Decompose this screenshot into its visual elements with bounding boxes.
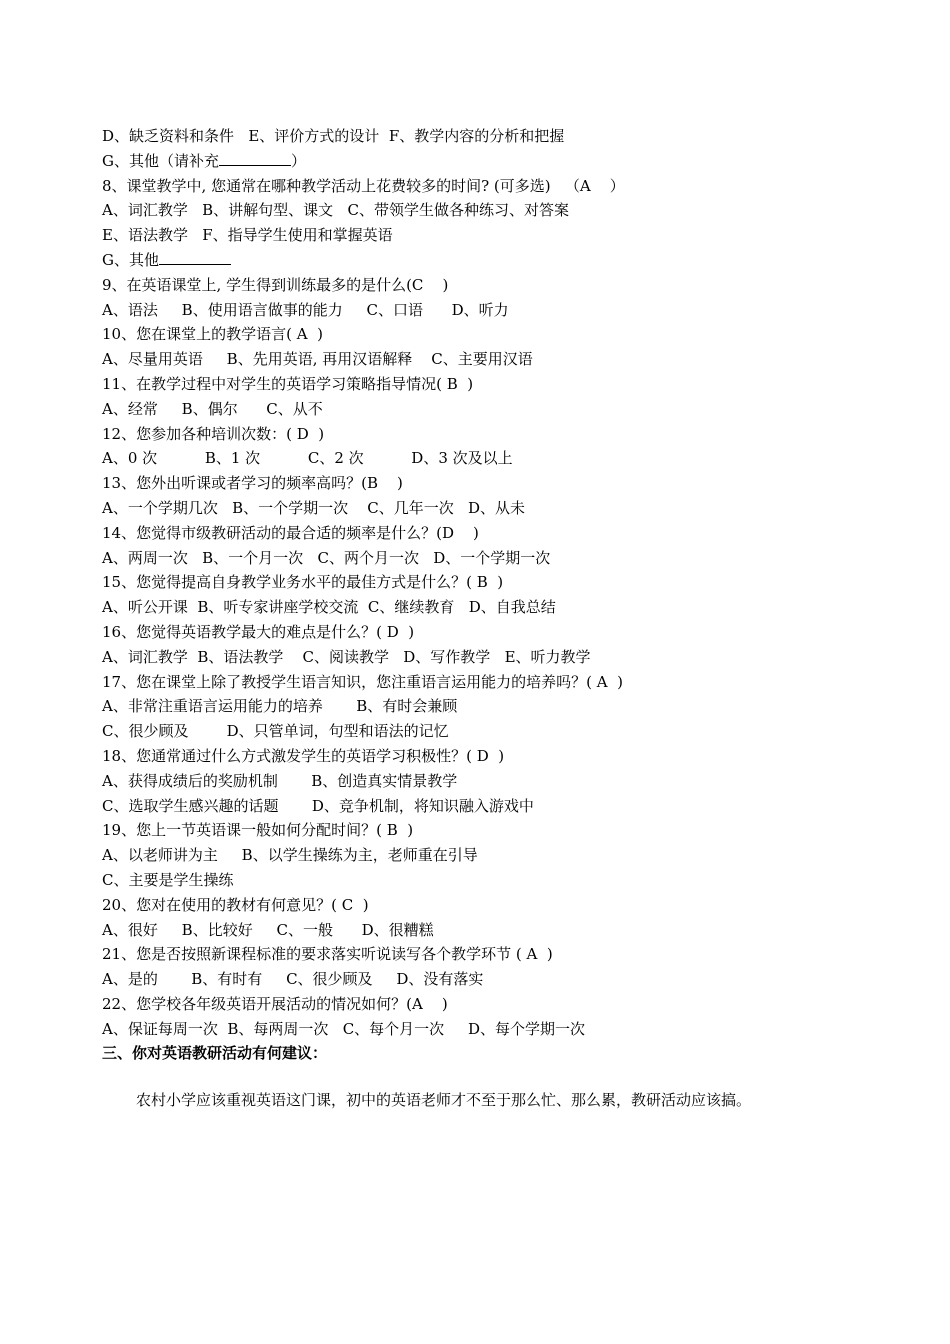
question-21: 21、您是否按照新课程标准的要求落实听说读写各个教学环节 ( A ) xyxy=(102,945,553,964)
question-9: 9、在英语课堂上, 学生得到训练最多的是什么(C ) xyxy=(102,275,449,294)
suggestion-paragraph: 农村小学应该重视英语这门课，初中的英语老师才不至于那么忙、那么累，教研活动应该搞。 xyxy=(136,1091,752,1110)
question-17: 17、您在课堂上除了教授学生语言知识，您注重语言运用能力的培养吗？( A ) xyxy=(102,672,623,691)
option-line: A、保证每周一次 B、每两周一次 C、每个月一次 D、每个学期一次 xyxy=(102,1019,586,1038)
option-line: A、0 次 B、1 次 C、2 次 D、3 次及以上 xyxy=(102,449,513,468)
question-10: 10、您在课堂上的教学语言( A ) xyxy=(102,325,323,344)
question-18: 18、您通常通过什么方式激发学生的英语学习积极性？( D ) xyxy=(102,746,505,765)
option-line: A、获得成绩后的奖励机制 B、创造真实情景教学 xyxy=(102,771,458,790)
question-20: 20、您对在使用的教材有何意见？( C ) xyxy=(102,895,369,914)
option-line: A、词汇教学 B、语法教学 C、阅读教学 D、写作教学 E、听力教学 xyxy=(102,647,591,666)
question-8: 8、课堂教学中, 您通常在哪种教学活动上花费较多的时间? (可多选) （A ） xyxy=(102,176,625,195)
option-line: A、很好 B、比较好 C、一般 D、很糟糕 xyxy=(102,920,434,939)
question-15: 15、您觉得提高自身教学业务水平的最佳方式是什么？( B ) xyxy=(102,573,504,592)
question-12: 12、您参加各种培训次数：( D ) xyxy=(102,424,325,443)
question-22: 22、您学校各年级英语开展活动的情况如何？(A ) xyxy=(102,994,448,1013)
option-line: A、语法 B、使用语言做事的能力 C、口语 D、听力 xyxy=(102,300,509,319)
option-line: C、主要是学生操练 xyxy=(102,870,234,889)
option-line: A、经常 B、偶尔 C、从不 xyxy=(102,399,323,418)
option-line-other xyxy=(102,149,922,174)
section-heading: 三、你对英语教研活动有何建议： xyxy=(102,1044,328,1063)
fill-blank xyxy=(219,150,291,166)
option-line: C、很少顾及 D、只管单词，句型和语法的记忆 xyxy=(102,722,449,741)
question-19: 19、您上一节英语课一般如何分配时间？( B ) xyxy=(102,821,414,840)
option-line: D、缺乏资料和条件 E、评价方式的设计 F、教学内容的分析和把握 xyxy=(102,127,565,145)
survey-content xyxy=(102,124,922,1113)
option-line: A、一个学期几次 B、一个学期一次 C、几年一次 D、从未 xyxy=(102,498,526,517)
question-14: 14、您觉得市级教研活动的最合适的频率是什么？(D ) xyxy=(102,523,479,542)
option-line: A、以老师讲为主 B、以学生操练为主，老师重在引导 xyxy=(102,846,478,865)
other-prompt: G、其他 xyxy=(102,250,159,269)
other-prompt: G、其他（请补充 xyxy=(102,151,219,170)
option-line: A、尽量用英语 B、先用英语, 再用汉语解释 C、主要用汉语 xyxy=(102,350,533,369)
option-line-other xyxy=(102,248,922,273)
option-line: A、非常注重语言运用能力的培养 B、有时会兼顾 xyxy=(102,697,458,716)
option-line: A、听公开课 B、听专家讲座学校交流 C、继续教育 D、自我总结 xyxy=(102,598,556,617)
fill-blank xyxy=(159,249,231,265)
option-line: A、词汇教学 B、讲解句型、课文 C、带领学生做各种练习、对答案 xyxy=(102,201,569,220)
question-13: 13、您外出听课或者学习的频率高吗？(B ) xyxy=(102,474,403,493)
question-11: 11、在教学过程中对学生的英语学习策略指导情况( B ) xyxy=(102,374,474,393)
option-line: C、选取学生感兴趣的话题 D、竞争机制，将知识融入游戏中 xyxy=(102,796,534,815)
option-line: A、两周一次 B、一个月一次 C、两个月一次 D、一个学期一次 xyxy=(102,548,551,567)
other-close: ） xyxy=(290,151,306,170)
option-line: A、是的 B、有时有 C、很少顾及 D、没有落实 xyxy=(102,970,484,989)
question-16: 16、您觉得英语教学最大的难点是什么？( D ) xyxy=(102,622,415,641)
option-line: E、语法教学 F、指导学生使用和掌握英语 xyxy=(102,226,393,245)
